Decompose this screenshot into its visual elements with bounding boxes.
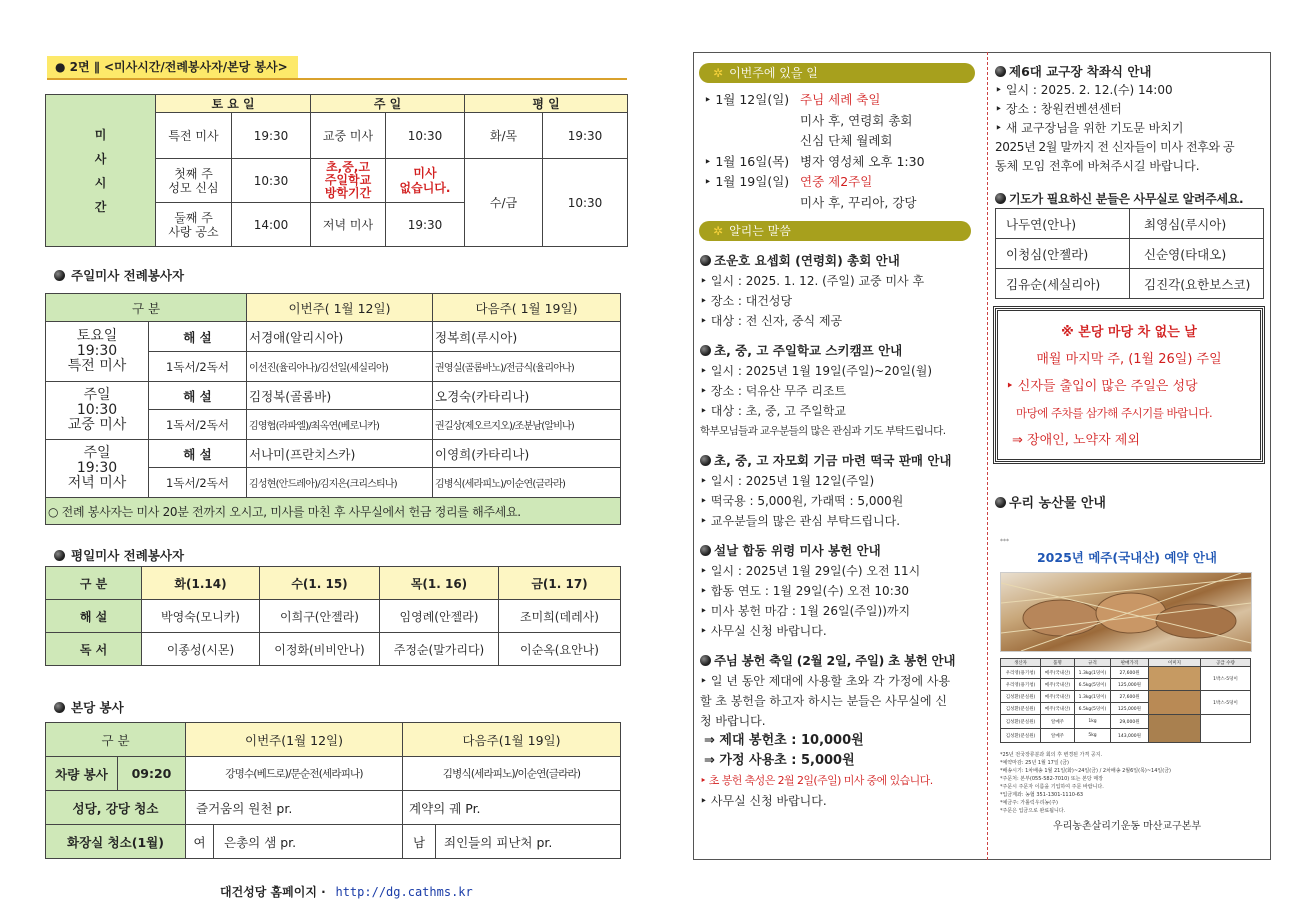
- cell: 저녁 미사: [311, 203, 386, 247]
- group-label: 토요일 19:30 특전 미사: [46, 322, 149, 382]
- cell: 10:30: [386, 113, 465, 159]
- col-head: 목(1. 16): [380, 567, 499, 600]
- meju-image: [1001, 573, 1251, 651]
- bullet-icon: [700, 345, 711, 356]
- cell: 우리영(용기청): [1001, 679, 1041, 691]
- cell: 교중 미사: [311, 113, 386, 159]
- cell: 김성환(분실원): [1001, 703, 1041, 715]
- cell: 죄인들의 피난처 pr.: [436, 825, 621, 859]
- cell: 임영례(안젤라): [380, 600, 499, 633]
- notice-item: 조운호 요셉회 (연령회) 총회 안내 ‣ 일시 : 2025. 1. 12. (주일) 교중 미사 후 ‣ 장소 : 대건성당 ‣ 대상 : 전 신자, 중식 제공: [700, 253, 925, 328]
- page-header: [47, 56, 627, 82]
- cell: 초,중,고 주일학교 방학기간: [311, 159, 386, 203]
- header-title: ● 2면 ∥ <미사시간/전례봉사자/본당 봉사>: [47, 56, 298, 80]
- cell: 김영협(라파엘)/최옥연(베로니카): [247, 410, 433, 440]
- col-head: 이번주( 1월 12일): [247, 294, 433, 322]
- cell: 김병식(세라피노)/이순연(글라라): [433, 468, 621, 498]
- cell: 주정순(말가리다): [380, 633, 499, 666]
- parish-service-table: [45, 722, 621, 859]
- cell: 강명수(베드로)/문순전(세라피나): [186, 757, 403, 791]
- cell: 이희구(안젤라): [260, 600, 380, 633]
- cell: 29,000원: [1111, 715, 1149, 729]
- cell: 143,000원: [1111, 729, 1149, 743]
- notices-banner: ✲ 알리는 말씀: [699, 221, 971, 241]
- cell: 김성환(분실원): [1001, 715, 1041, 729]
- notice-item: 설날 합동 위령 미사 봉헌 안내 ‣ 일시 : 2025년 1월 29일(수) 오전 11시 ‣ 합동 연도 : 1월 29일(수) 오전 10:30 ‣ 미사 봉헌 마감 : 1월 26일(주일))까지 ‣ 사무실 신청 바랍니다.: [700, 543, 921, 638]
- mass-times-table: [45, 94, 628, 247]
- cell: 김병식(세라피노)/이순연(글라라): [403, 757, 621, 791]
- cell: 1박스-5덩이: [1201, 691, 1251, 715]
- sunday-servers-table: [45, 293, 621, 525]
- role: 해 설: [46, 600, 142, 633]
- col-head: 품명: [1041, 659, 1075, 667]
- notice-item: 초, 중, 고 자모회 기금 마련 떡국 판매 안내 ‣ 일시 : 2025년 1월 12일(주일) ‣ 떡국용 : 5,000원, 가래떡 : 5,000원 ‣ 교우분들의 많은 관심 부탁드립니다.: [700, 453, 952, 528]
- col-head: 구 분: [46, 294, 247, 322]
- cell: 정복희(루시아): [433, 322, 621, 352]
- bullet-icon: [700, 255, 711, 266]
- bullet-icon: [54, 270, 65, 281]
- cell: 메주(국내산): [1041, 667, 1075, 679]
- parish-service-title: 본당 봉사: [54, 698, 124, 716]
- cell: 김유순(세실리아): [996, 269, 1130, 299]
- cell: 10:30: [543, 159, 628, 247]
- col-head: 다음주(1월 19일): [403, 723, 621, 757]
- role: 화장실 청소(1월): [46, 825, 186, 859]
- servers-note: ○ 전례 봉사자는 미사 20분 전까지 오시고, 미사를 마친 후 사무실에서 헌금 정리를 해주세요.: [46, 498, 621, 525]
- cell: 이영희(카타리나): [433, 440, 621, 468]
- cell: 미사 없습니다.: [386, 159, 465, 203]
- bullet-icon: [995, 497, 1006, 508]
- cell: 10:30: [232, 159, 311, 203]
- group-label: 주일 19:30 저녁 미사: [46, 440, 149, 498]
- cell: 둘째 주 사랑 공소: [156, 203, 232, 247]
- cell: 6.5kg(5덩이): [1075, 703, 1111, 715]
- cell: 14:00: [232, 203, 311, 247]
- cell: 권영실(골롬바노)/전금식(율리아나): [433, 352, 621, 382]
- cell: 여: [186, 825, 214, 859]
- role: 해 설: [149, 322, 247, 352]
- cell: 즐거움의 원천 pr.: [186, 791, 403, 825]
- no-parking-box: ※ 본당 마당 차 없는 날 매월 마지막 주, (1월 26일) 주일 ‣ 신자들 출입이 많은 주일은 성당 마당에 주차를 삼가해 주시기를 바랍니다. ⇒ 장애인, 노약자 제외: [993, 306, 1265, 464]
- cell: 1박스-5덩이: [1201, 667, 1251, 691]
- bullet-icon: [700, 455, 711, 466]
- bullet-icon: [995, 66, 1006, 77]
- group-label: 주일 10:30 교중 미사: [46, 382, 149, 440]
- flyer-title: 2025년 메주(국내산) 예약 안내: [1036, 550, 1218, 565]
- cell: 알메주: [1041, 715, 1075, 729]
- candle-notice: 주님 봉헌 축일 (2월 2일, 주일) 초 봉헌 안내 ‣ 일 년 동안 제대에 사용할 초와 각 가정에 사용 할 초 봉헌을 하고자 하시는 분들은 사무실에 신 청 바랍니다. ⇒ 제대 봉헌초 : 10,000원 ⇒ 가정 사용초 : 5,000원 ‣ 초 봉헌 축성은 2월 2일(주일) 미사 중에 있습니다. ‣ 사무실 신청 바랍니다.: [700, 653, 956, 808]
- cell: 조미희(데레사): [499, 600, 621, 633]
- cell: 메주(국내산): [1041, 679, 1075, 691]
- weekday-servers-title: 평일미사 전례봉사자: [54, 546, 184, 564]
- sun-icon: ✲: [713, 224, 724, 238]
- meju-price-table: [1000, 658, 1251, 743]
- col-head: 다음주( 1월 19일): [433, 294, 621, 322]
- weekday-servers-table: [45, 566, 621, 666]
- cell: 이순옥(요안나): [499, 633, 621, 666]
- notice-item: 초, 중, 고 주일학교 스키캠프 안내 ‣ 일시 : 2025년 1월 19일(주일)~20일(월) ‣ 장소 : 덕유산 무주 리조트 ‣ 대상 : 초, 중, 고 주일학교 학부모님들과 교우분들의 많은 관심과 기도 부탁드립니다.: [700, 343, 946, 437]
- cell: 이청심(안젤라): [996, 239, 1130, 269]
- cell: 남: [403, 825, 436, 859]
- col-head: 공급 수량: [1201, 659, 1251, 667]
- cell: 우리영(용기청): [1001, 667, 1041, 679]
- bullet-icon: [700, 655, 711, 666]
- role: 독 서: [46, 633, 142, 666]
- product-thumb: [1149, 715, 1201, 743]
- bullet-icon: [700, 545, 711, 556]
- cell: 권길상(제오르지오)/조분남(알비나): [433, 410, 621, 440]
- prayer-names-table: [995, 208, 1264, 299]
- role: 해 설: [149, 382, 247, 410]
- cell: 수/금: [465, 159, 543, 247]
- cell: 은총의 샘 pr.: [214, 825, 403, 859]
- cell: 서나미(프란치스카): [247, 440, 433, 468]
- bullet-icon: [54, 550, 65, 561]
- role: 1독서/2독서: [149, 468, 247, 498]
- cell: 19:30: [386, 203, 465, 247]
- flyer-notes: *25년 전국장류분과 회의 후 변경된 가격 공지. *예약마감: 25년 1월 17일 (금) *배송시기: 1차배송 1월 21일(화)~24일(금) / 2차배송 2월6일(목)~14일(금) *주문처: 본부(055-582-7010) 또는 본당 매장 *주문시 주문자 이름을 기입하여 주문 바랍니다. *입금계좌: 농협 351-1301-1110-63 *예금주: 가톨릭우리농(주) *주문은 입금으로 완료됩니다.: [1000, 752, 1171, 814]
- role: 성당, 강당 청소: [46, 791, 186, 825]
- cell: 125,000원: [1111, 679, 1149, 691]
- week-events: ‣ 1월 12일(일) 주님 세례 축일 미사 후, 연령회 총회 신심 단체 월례회 ‣ 1월 16일(목) 병자 영성체 오후 1:30 ‣ 1월 19일(일) 연중 제2주일 미사 후, 꾸리아, 강당: [704, 92, 925, 210]
- cell: 김성환(분실원): [1001, 729, 1041, 743]
- col-head: 이미지: [1149, 659, 1201, 667]
- col-head: 판매가격: [1111, 659, 1149, 667]
- column-divider: [987, 52, 988, 860]
- cell: 1.3kg(1덩이): [1075, 667, 1111, 679]
- bullet-icon: [54, 702, 65, 713]
- installation-notice: 제6대 교구장 착좌식 안내 ‣ 일시 : 2025. 2. 12.(수) 14:00 ‣ 장소 : 창원컨벤션센터 ‣ 새 교구장님을 위한 기도문 바치기 2025년 2월 말까지 전 신자들이 미사 전후와 공 동체 모임 전후에 바쳐주시길 바랍니다.: [995, 64, 1235, 173]
- mass-times-side-label: 미 사 시 간: [46, 95, 156, 247]
- cell: 이종성(시몬): [142, 633, 260, 666]
- role: 차량 봉사: [46, 757, 118, 791]
- meju-photo: [1000, 572, 1252, 652]
- notices: [700, 251, 984, 811]
- col-head: 구 분: [46, 723, 186, 757]
- cell: 화/목: [465, 113, 543, 159]
- cell: 최영심(루시아): [1130, 209, 1264, 239]
- cell: 19:30: [543, 113, 628, 159]
- cell: 계약의 궤 Pr.: [403, 791, 621, 825]
- cell: 김성환(분실원): [1001, 691, 1041, 703]
- role: 해 설: [149, 440, 247, 468]
- col-head: 수(1. 15): [260, 567, 380, 600]
- cell: 09:20: [118, 757, 186, 791]
- homepage-link[interactable]: http://dg.cathms.kr: [335, 885, 473, 899]
- cell: 신순영(타대오): [1130, 239, 1264, 269]
- farm-title: 우리 농산물 안내: [995, 492, 1106, 511]
- bullet-icon: [995, 193, 1006, 204]
- meju-flyer: *** 2025년 메주(국내산) 예약 안내 생산자 품명 규격 판매가격 이미지 공급 수량 우리영(용기청) 메주(국내산) 1.3kg(1덩이) 27,600원 1박스-5덩이 우리영(용기청) 메주(국내산) 6.5kg(5덩이) 125,000원 김성환(분실원) 메주(국내산) 1.3kg(1덩이) 27,600원 1박스-5덩이 김성환(분실원) 메주(국내산) 6.5kg(5덩이) 125,000원 김성환(분실원) 알메주 1kg 29,000원 김성환(분실원) 알메주 5kg 143,000원 *25년 전국장류분과 회의 후 변경된 가격 공지. *예약마감: 25년 1월 17일 (금) *배송시기: 1차배송 1월 21일(화)~24일(금) / 2차배송 2월6일(목)~14일(금) *주문처: 본부(055-582-7010) 또는 본당 매장 *주문시 주문자 이름을 기입하여 주문 바랍니다. *입금계좌: 농협 351-1301-1110-63 *예금주: 가톨릭우리농(주) *주문은 입금으로 완료됩니다. 우리농촌살리기운동 마산교구본부: [1000, 538, 1254, 843]
- cell: 메주(국내산): [1041, 703, 1075, 715]
- sunday-servers-title: 주일미사 전례봉사자: [54, 266, 184, 284]
- cell: 19:30: [232, 113, 311, 159]
- week-events-banner: ✲ 이번주에 있을 일: [699, 63, 975, 83]
- cell: 알메주: [1041, 729, 1075, 743]
- col-head-sat: 토 요 일: [156, 95, 311, 113]
- cell: 6.5kg(5덩이): [1075, 679, 1111, 691]
- cell: 김진각(요한보스코): [1130, 269, 1264, 299]
- flyer-org: 우리농촌살리기운동 마산교구본부: [1052, 821, 1202, 832]
- cell: 27,600원: [1111, 691, 1149, 703]
- cell: 1.3kg(1덩이): [1075, 691, 1111, 703]
- prayer-title: 기도가 필요하신 분들은 사무실로 알려주세요.: [995, 190, 1243, 207]
- role: 1독서/2독서: [149, 410, 247, 440]
- footer-label: 대건성당 홈페이지 ·: [220, 885, 326, 899]
- col-head: 화(1.14): [142, 567, 260, 600]
- cell: 나두연(안나): [996, 209, 1130, 239]
- cell: 이선진(율리아나)/김선일(세실리아): [247, 352, 433, 382]
- cell: 오경숙(카타리나): [433, 382, 621, 410]
- cell: 1kg: [1075, 715, 1111, 729]
- cell: 27,600원: [1111, 667, 1149, 679]
- cell: 서경애(알리시아): [247, 322, 433, 352]
- product-thumb: [1149, 691, 1201, 715]
- col-head: 생산자: [1001, 659, 1041, 667]
- cell: 이정화(비비안나): [260, 633, 380, 666]
- cell: 5kg: [1075, 729, 1111, 743]
- cell: 김성현(안드레아)/김지은(크리스티나): [247, 468, 433, 498]
- role: 1독서/2독서: [149, 352, 247, 382]
- cell: 첫째 주 성모 신심: [156, 159, 232, 203]
- col-head: 규격: [1075, 659, 1111, 667]
- cell: [1201, 715, 1251, 743]
- cell: 메주(국내산): [1041, 691, 1075, 703]
- cell: 김정복(골롬바): [247, 382, 433, 410]
- sun-icon: ✲: [713, 66, 724, 80]
- product-thumb: [1149, 667, 1201, 691]
- col-head-weekday: 평 일: [465, 95, 628, 113]
- footer: [220, 883, 473, 900]
- col-head: 이번주(1월 12일): [186, 723, 403, 757]
- cell: 박영숙(모니카): [142, 600, 260, 633]
- cell: 특전 미사: [156, 113, 232, 159]
- col-head: 구 분: [46, 567, 142, 600]
- col-head-sun: 주 일: [311, 95, 465, 113]
- cell: 125,000원: [1111, 703, 1149, 715]
- col-head: 금(1. 17): [499, 567, 621, 600]
